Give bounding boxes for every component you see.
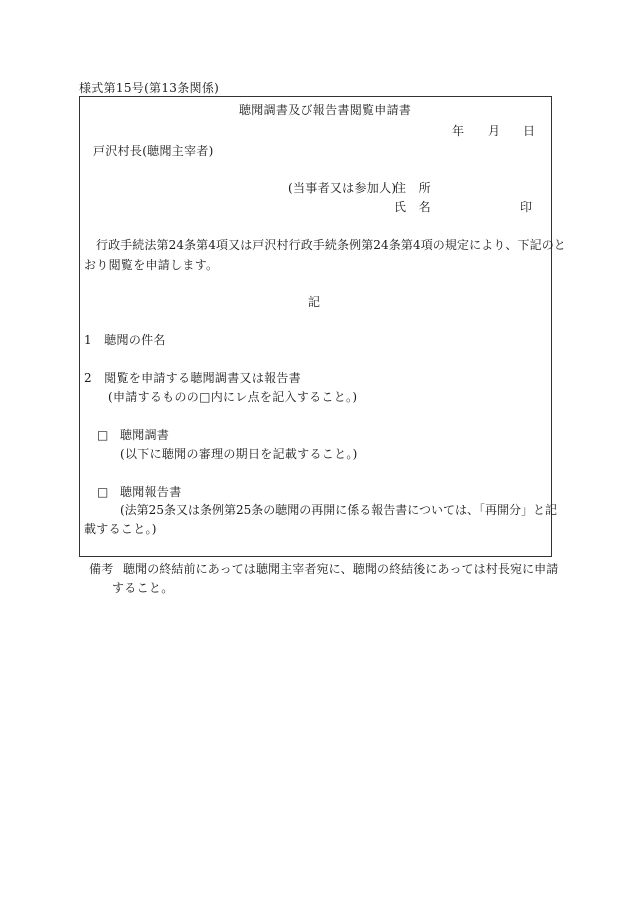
item-2-document: 2 閲覧を申請する聴聞調書又は報告書: [84, 371, 302, 385]
date-year: 年: [452, 124, 465, 138]
item-1-subject: 1 聴聞の件名: [84, 333, 166, 347]
ki-heading: 記: [308, 295, 321, 309]
form-number: 様式第15号(第13条関係): [79, 81, 220, 95]
date-month: 月: [488, 124, 501, 138]
body-text-line-1: 行政手続法第24条第4項又は戸沢村行政手続条例第24条第4項の規定により、下記のと: [96, 238, 566, 252]
checkbox-hearing-record[interactable]: □: [97, 428, 109, 442]
remarks-label: 備考: [89, 562, 114, 576]
checkbox-hearing-report[interactable]: □: [97, 485, 109, 499]
option-hearing-report-label: 聴聞報告書: [120, 485, 182, 499]
option-hearing-record-note: (以下に聴聞の審理の期日を記載すること。): [120, 447, 358, 461]
seal-mark: 印: [520, 200, 533, 214]
option-hearing-report-note-line-1: (法第25条又は条例第25条の聴聞の再開に係る報告書については、「再開分」と記: [120, 503, 557, 517]
item-2-note: (申請するものの□内にレ点を記入すること。): [108, 390, 358, 404]
addressee: 戸沢村長(聴聞主宰者): [93, 144, 214, 158]
body-text-line-2: おり閲覧を申請します。: [84, 258, 219, 272]
remarks-line-2: すること。: [112, 581, 174, 595]
option-hearing-report-note-line-2: 載すること。): [84, 522, 157, 536]
applicant-address-label: 住 所: [394, 181, 431, 195]
option-hearing-record-label: 聴聞調書: [120, 428, 170, 442]
date-day: 日: [523, 124, 536, 138]
form-title: 聴聞調書及び報告書閲覧申請書: [239, 103, 412, 117]
applicant-role: (当事者又は参加人): [288, 181, 397, 195]
applicant-name-label: 氏 名: [394, 200, 431, 214]
remarks-line-1: 聴聞の終結前にあっては聴聞主宰者宛に、聴聞の終結後にあっては村長宛に申請: [123, 562, 559, 576]
